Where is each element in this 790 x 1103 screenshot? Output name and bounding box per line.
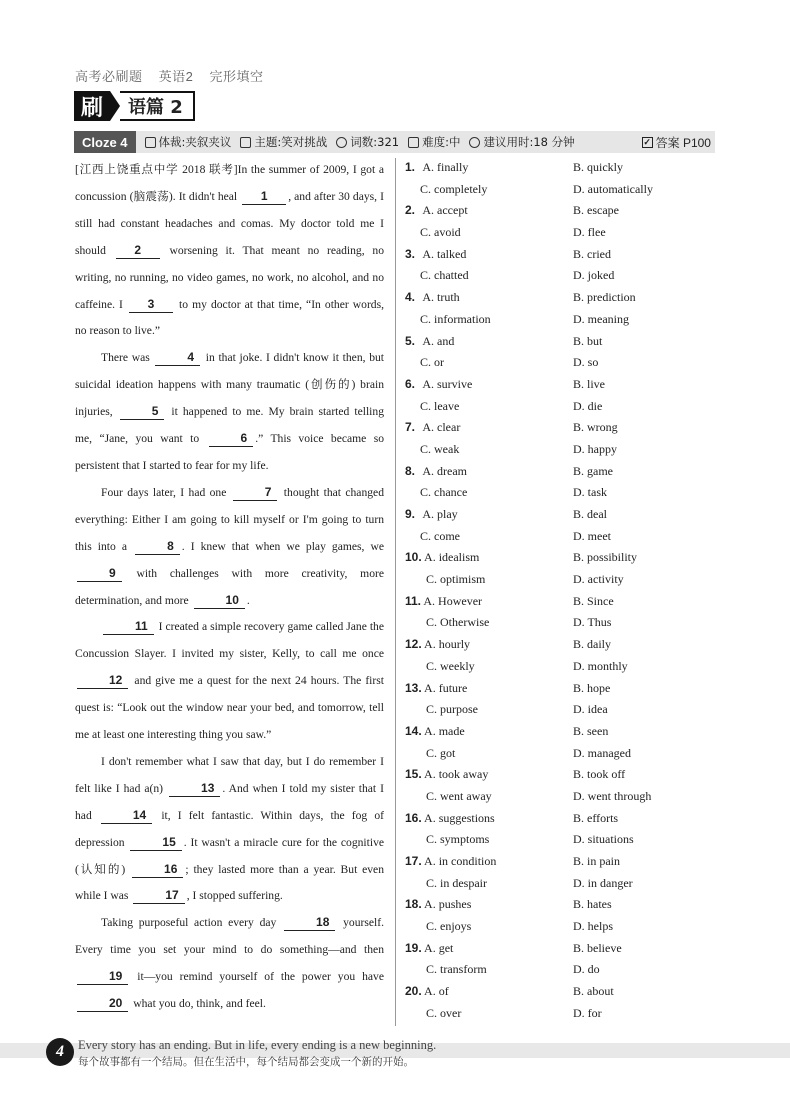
option-c[interactable]: C. over: [426, 1005, 462, 1020]
passage-text: .: [246, 593, 250, 607]
blank-4[interactable]: 4: [155, 350, 200, 366]
option-a[interactable]: A. in condition: [424, 854, 497, 868]
breadcrumb-item: 英语2: [158, 69, 194, 84]
option-cell: [405, 157, 573, 179]
option-d[interactable]: D. die: [573, 398, 603, 413]
option-b[interactable]: B. deal: [573, 507, 607, 521]
option-b[interactable]: B. escape: [573, 203, 619, 218]
option-a[interactable]: A. made: [424, 723, 465, 738]
question-4-row: [405, 287, 715, 309]
option-a[interactable]: A. took away: [424, 767, 489, 782]
options-list: [405, 157, 715, 1025]
blank-19[interactable]: 19: [77, 969, 128, 985]
blank-8[interactable]: 8: [135, 539, 180, 555]
option-cell: [405, 656, 573, 678]
footer-quote-chinese: 每个故事都有一个结局。但在生活中，每个结局都会变成一个新的开始。: [78, 1056, 414, 1068]
option-cell: [405, 417, 573, 439]
passage-paragraph: [75, 910, 384, 1018]
passage-text: it—you remind yourself of the power you have: [130, 970, 384, 984]
option-b[interactable]: B. cried: [573, 246, 611, 261]
question-5-row: [405, 331, 715, 353]
passage-text: . It wasn't a miracle cure for the cognitive (认知的): [75, 835, 385, 876]
option-b[interactable]: B. believe: [573, 940, 622, 955]
breadcrumb: [75, 66, 276, 85]
option-b[interactable]: B. seen: [573, 723, 609, 738]
option-d[interactable]: D. joked: [573, 268, 615, 283]
question-number: 20.: [405, 984, 422, 999]
option-b[interactable]: B. daily: [573, 637, 611, 652]
question-1-row: [405, 179, 715, 201]
passage-text: thought that changed everything: Either I am going to kill myself or I'm going to turn this into a: [75, 485, 384, 553]
option-cell: [405, 331, 573, 353]
question-7-row: [405, 439, 715, 461]
section-mark: 刷: [74, 91, 110, 121]
blank-14[interactable]: 14: [101, 808, 152, 824]
passage-text: worsening it. That meant no reading, no writing, no running, no video games, no work, no alcohol, and no caffeine. I: [75, 243, 384, 311]
blank-10[interactable]: 10: [194, 593, 245, 609]
option-cell: [405, 200, 573, 222]
option-b[interactable]: B. but: [573, 333, 603, 348]
option-b[interactable]: B. hates: [573, 897, 612, 912]
option-a[interactable]: A. and: [422, 333, 455, 348]
passage-text: Taking purposeful action every day: [101, 916, 283, 930]
theme-text: 主题:笑对挑战: [254, 135, 328, 149]
question-4-row: [405, 309, 715, 331]
option-a[interactable]: A. accept: [422, 203, 468, 218]
question-18-row: [405, 916, 715, 938]
option-d[interactable]: D. managed: [573, 745, 631, 760]
question-number: 9.: [405, 507, 416, 521]
question-number: 12.: [405, 637, 422, 652]
passage-text: . I knew that when we play games, we: [181, 539, 384, 553]
blank-1[interactable]: 1: [242, 189, 286, 205]
question-number: 4.: [405, 290, 416, 305]
option-c[interactable]: C. Otherwise: [426, 615, 490, 630]
option-cell: [405, 764, 573, 786]
question-12-row: [405, 634, 715, 656]
question-number: 18.: [405, 897, 422, 912]
question-17-row: [405, 851, 715, 873]
answer-ref: [642, 134, 711, 151]
option-d[interactable]: D. in danger: [573, 875, 633, 890]
checkbox-icon: ✓: [643, 136, 651, 147]
option-cell: [405, 439, 573, 461]
blank-11[interactable]: 11: [103, 619, 154, 635]
pen-icon: [336, 137, 347, 148]
passage-text: it happened to me. My brain started telling me, “Jane, you want to: [75, 405, 384, 446]
question-15-row: [405, 786, 715, 808]
option-a[interactable]: A. However: [423, 593, 483, 608]
option-d[interactable]: D. task: [573, 485, 607, 500]
option-c[interactable]: C. transform: [426, 962, 487, 977]
question-7-row: [405, 417, 715, 439]
passage-text: [江西上饶重点中学 2018 联考]In the summer of 2009, I got a concussion (脑震荡). It didn't heal: [75, 163, 384, 203]
question-10-row: [405, 569, 715, 591]
info-bar: [74, 131, 715, 153]
option-d[interactable]: D. idea: [573, 702, 608, 717]
option-d[interactable]: D. meaning: [573, 311, 629, 326]
time-info: [469, 134, 574, 150]
option-cell: [405, 569, 573, 591]
difficulty-info: [408, 134, 460, 150]
question-1-row: [405, 157, 715, 179]
option-c[interactable]: C. got: [426, 745, 456, 760]
question-15-row: [405, 764, 715, 786]
option-a[interactable]: A. hourly: [424, 637, 471, 652]
option-b[interactable]: B. game: [573, 463, 613, 478]
option-d[interactable]: D. Thus: [573, 615, 612, 630]
option-d[interactable]: D. went through: [573, 788, 652, 803]
genre-icon: [145, 137, 156, 148]
question-9-row: [405, 504, 715, 526]
question-number: 11.: [405, 593, 422, 608]
option-a[interactable]: A. future: [424, 680, 468, 695]
passage-text: There was: [101, 351, 154, 365]
blank-15[interactable]: 15: [130, 835, 181, 851]
passage-text: what you do, think, and feel.: [130, 997, 266, 1011]
option-c[interactable]: C. chance: [420, 485, 468, 500]
question-number: 8.: [405, 463, 416, 478]
option-cell: [405, 222, 573, 244]
option-a[interactable]: A. of: [424, 984, 449, 999]
question-number: 15.: [405, 767, 422, 782]
option-d[interactable]: D. helps: [573, 919, 613, 934]
blank-12[interactable]: 12: [77, 673, 128, 689]
passage-text: .” This voice became so persistent that I started to fear for my life.: [75, 432, 384, 472]
option-b[interactable]: B. possibility: [573, 550, 638, 565]
option-cell: [405, 743, 573, 765]
option-a[interactable]: A. talked: [422, 246, 467, 261]
option-cell: [405, 265, 573, 287]
option-cell: [405, 959, 573, 981]
question-20-row: [405, 981, 715, 1003]
difficulty-text: 难度:中: [422, 135, 461, 149]
question-6-row: [405, 374, 715, 396]
option-d[interactable]: D. flee: [573, 225, 606, 240]
passage-text: Four days later, I had one: [101, 485, 231, 499]
question-17-row: [405, 873, 715, 895]
passage-text: I created a simple recovery game called Jane the Concussion Slayer. I invited my sister, Kelly, to call me once: [75, 620, 384, 661]
option-d[interactable]: D. meet: [573, 528, 611, 543]
passage-paragraph: [75, 480, 384, 615]
option-cell: [405, 374, 573, 396]
question-number: 3.: [405, 246, 416, 261]
option-c[interactable]: C. symptoms: [426, 832, 490, 847]
passage-text: to my doctor at that time, “In other words, no reason to live.”: [75, 297, 385, 338]
option-cell: [405, 591, 573, 613]
option-a[interactable]: A. survive: [422, 376, 473, 391]
option-cell: [405, 309, 573, 331]
question-8-row: [405, 461, 715, 483]
option-b[interactable]: B. hope: [573, 680, 611, 695]
question-13-row: [405, 699, 715, 721]
arrow-icon: [110, 91, 120, 121]
question-6-row: [405, 396, 715, 418]
passage-text: I don't remember what I saw that day, but I do remember I felt like I had a(n): [75, 754, 384, 795]
option-cell: [405, 981, 573, 1003]
question-number: 14.: [405, 723, 422, 738]
option-c[interactable]: C. purpose: [426, 702, 478, 717]
question-18-row: [405, 894, 715, 916]
question-14-row: [405, 721, 715, 743]
option-cell: [405, 244, 573, 266]
passage-text: , I stopped suffering.: [186, 889, 283, 903]
option-cell: [405, 786, 573, 808]
question-number: 10.: [405, 550, 422, 565]
option-b[interactable]: B. live: [573, 376, 605, 391]
option-d[interactable]: D. happy: [573, 441, 617, 456]
genre-text: 体裁:夹叙夹议: [158, 135, 232, 149]
passage-text: ; they lasted more than a year. But even while I was: [75, 862, 385, 903]
passage-paragraph: [75, 157, 384, 345]
option-cell: [405, 179, 573, 201]
question-11-row: [405, 591, 715, 613]
chart-icon: [408, 137, 419, 148]
option-c[interactable]: C. optimism: [426, 572, 486, 587]
section-title: [74, 91, 195, 121]
blank-13[interactable]: 13: [169, 781, 220, 797]
question-3-row: [405, 244, 715, 266]
option-cell: [405, 721, 573, 743]
option-b[interactable]: B. Since: [573, 593, 614, 608]
question-number: 17.: [405, 854, 422, 868]
cloze-tag: Cloze 4: [74, 131, 136, 153]
question-14-row: [405, 743, 715, 765]
time-text: 建议用时:18 分钟: [483, 135, 575, 149]
option-d[interactable]: D. automatically: [573, 181, 653, 196]
question-19-row: [405, 938, 715, 960]
option-c[interactable]: C. leave: [420, 398, 460, 413]
question-12-row: [405, 656, 715, 678]
option-cell: [405, 634, 573, 656]
question-number: 2.: [405, 203, 416, 218]
option-a[interactable]: A. truth: [422, 290, 460, 305]
option-cell: [405, 851, 573, 873]
option-cell: [405, 504, 573, 526]
option-cell: [405, 352, 573, 374]
option-d[interactable]: D. so: [573, 355, 599, 370]
question-8-row: [405, 482, 715, 504]
blank-9[interactable]: 9: [77, 566, 122, 582]
question-13-row: [405, 678, 715, 700]
passage-text: yourself. Every time you set your mind to do something—and then: [75, 916, 384, 957]
option-cell: [405, 287, 573, 309]
option-d[interactable]: D. monthly: [573, 658, 628, 673]
breadcrumb-item: 完形填空: [209, 69, 264, 84]
option-b[interactable]: B. wrong: [573, 420, 618, 435]
blank-17[interactable]: 17: [133, 888, 184, 904]
column-divider: [395, 158, 396, 1026]
blank-7[interactable]: 7: [233, 485, 278, 501]
option-cell: [405, 699, 573, 721]
option-b[interactable]: B. took off: [573, 767, 626, 782]
option-c[interactable]: C. weak: [420, 441, 460, 456]
question-16-row: [405, 808, 715, 830]
option-b[interactable]: B. in pain: [573, 854, 620, 868]
option-cell: [405, 873, 573, 895]
question-number: 5.: [405, 333, 416, 348]
question-2-row: [405, 200, 715, 222]
footer-quote-english: Every story has an ending. But in life, every ending is a new beginning.: [78, 1038, 437, 1052]
option-d[interactable]: D. do: [573, 962, 600, 977]
option-d[interactable]: D. for: [573, 1005, 602, 1020]
question-number: 16.: [405, 810, 422, 825]
passage-paragraph: [75, 749, 384, 910]
option-cell: [405, 938, 573, 960]
theme-icon: [240, 137, 251, 148]
passage-text: it, I felt fantastic. Within days, the fog of depression: [75, 808, 385, 849]
blank-6[interactable]: 6: [209, 431, 254, 447]
theme-info: [240, 134, 327, 150]
word-count-info: [336, 134, 399, 150]
option-c[interactable]: C. weekly: [426, 658, 475, 673]
option-b[interactable]: B. efforts: [573, 810, 619, 825]
option-cell: [405, 482, 573, 504]
passage-text: with challenges with more creativity, more determination, and more: [75, 566, 384, 607]
question-number: 7.: [405, 420, 416, 435]
passage-text: and give me a quest for the next 24 hours. The first quest is: “Look out the window near your bed, and tomorrow, tell me at least one interesting thing you saw.”: [75, 674, 384, 742]
option-c[interactable]: C. avoid: [420, 225, 461, 240]
genre-info: [145, 134, 232, 150]
blank-3[interactable]: 3: [129, 297, 173, 313]
question-number: 1.: [405, 160, 416, 174]
question-20-row: [405, 1003, 715, 1025]
option-cell: [405, 547, 573, 569]
blank-16[interactable]: 16: [132, 862, 183, 878]
option-a[interactable]: A. pushes: [424, 897, 472, 912]
option-c[interactable]: C. in despair: [426, 875, 487, 890]
question-2-row: [405, 222, 715, 244]
clock-icon: [469, 137, 480, 148]
option-b[interactable]: B. prediction: [573, 290, 636, 305]
option-cell: [405, 829, 573, 851]
passage-text: in that joke. I didn't know it then, but suicidal ideation happens with many traumatic (创伤的) brain injuries,: [75, 351, 385, 419]
option-cell: [405, 916, 573, 938]
option-c[interactable]: C. enjoys: [426, 919, 472, 934]
question-number: 6.: [405, 376, 416, 391]
question-9-row: [405, 526, 715, 548]
question-3-row: [405, 265, 715, 287]
option-c[interactable]: C. went away: [426, 788, 492, 803]
question-11-row: [405, 612, 715, 634]
passage: [75, 157, 384, 1018]
question-10-row: [405, 547, 715, 569]
blank-20[interactable]: 20: [77, 996, 128, 1012]
option-cell: [405, 612, 573, 634]
question-5-row: [405, 352, 715, 374]
passage-text: , and after 30 days, I still had constant headaches and comas. My doctor told me I should: [75, 189, 384, 257]
option-c[interactable]: C. or: [420, 355, 444, 370]
option-cell: [405, 894, 573, 916]
option-a[interactable]: A. clear: [422, 420, 461, 435]
option-cell: [405, 678, 573, 700]
option-cell: [405, 808, 573, 830]
page-number: 4: [46, 1038, 74, 1066]
option-b[interactable]: B. quickly: [573, 160, 623, 174]
option-c[interactable]: C. chatted: [420, 268, 469, 283]
section-title-text: 语篇 2: [120, 91, 195, 121]
option-c[interactable]: C. come: [420, 528, 460, 543]
option-c[interactable]: C. completely: [420, 181, 488, 196]
option-c[interactable]: C. information: [420, 311, 491, 326]
passage-text: . And when I told my sister that I had: [75, 781, 384, 822]
breadcrumb-item: 高考必刷题: [75, 69, 143, 84]
question-16-row: [405, 829, 715, 851]
question-number: 13.: [405, 680, 422, 695]
word-count-text: 词数:321: [350, 135, 400, 149]
option-a[interactable]: A. suggestions: [424, 810, 495, 825]
option-a[interactable]: A. idealism: [424, 550, 480, 565]
option-a[interactable]: A. get: [424, 940, 454, 955]
option-cell: [405, 396, 573, 418]
blank-2[interactable]: 2: [116, 243, 160, 259]
answer-text: 答案 P100: [655, 135, 711, 150]
passage-paragraph: [75, 345, 384, 480]
question-19-row: [405, 959, 715, 981]
option-cell: [405, 526, 573, 548]
passage-paragraph: [75, 614, 384, 749]
option-cell: [405, 461, 573, 483]
option-d[interactable]: D. situations: [573, 832, 634, 847]
option-a[interactable]: A. play: [422, 507, 458, 521]
option-b[interactable]: B. about: [573, 984, 614, 999]
blank-18[interactable]: 18: [284, 915, 335, 931]
option-a[interactable]: A. dream: [422, 463, 467, 478]
option-d[interactable]: D. activity: [573, 572, 624, 587]
option-a[interactable]: A. finally: [422, 160, 469, 174]
blank-5[interactable]: 5: [120, 404, 165, 420]
question-number: 19.: [405, 940, 422, 955]
option-cell: [405, 1003, 573, 1025]
